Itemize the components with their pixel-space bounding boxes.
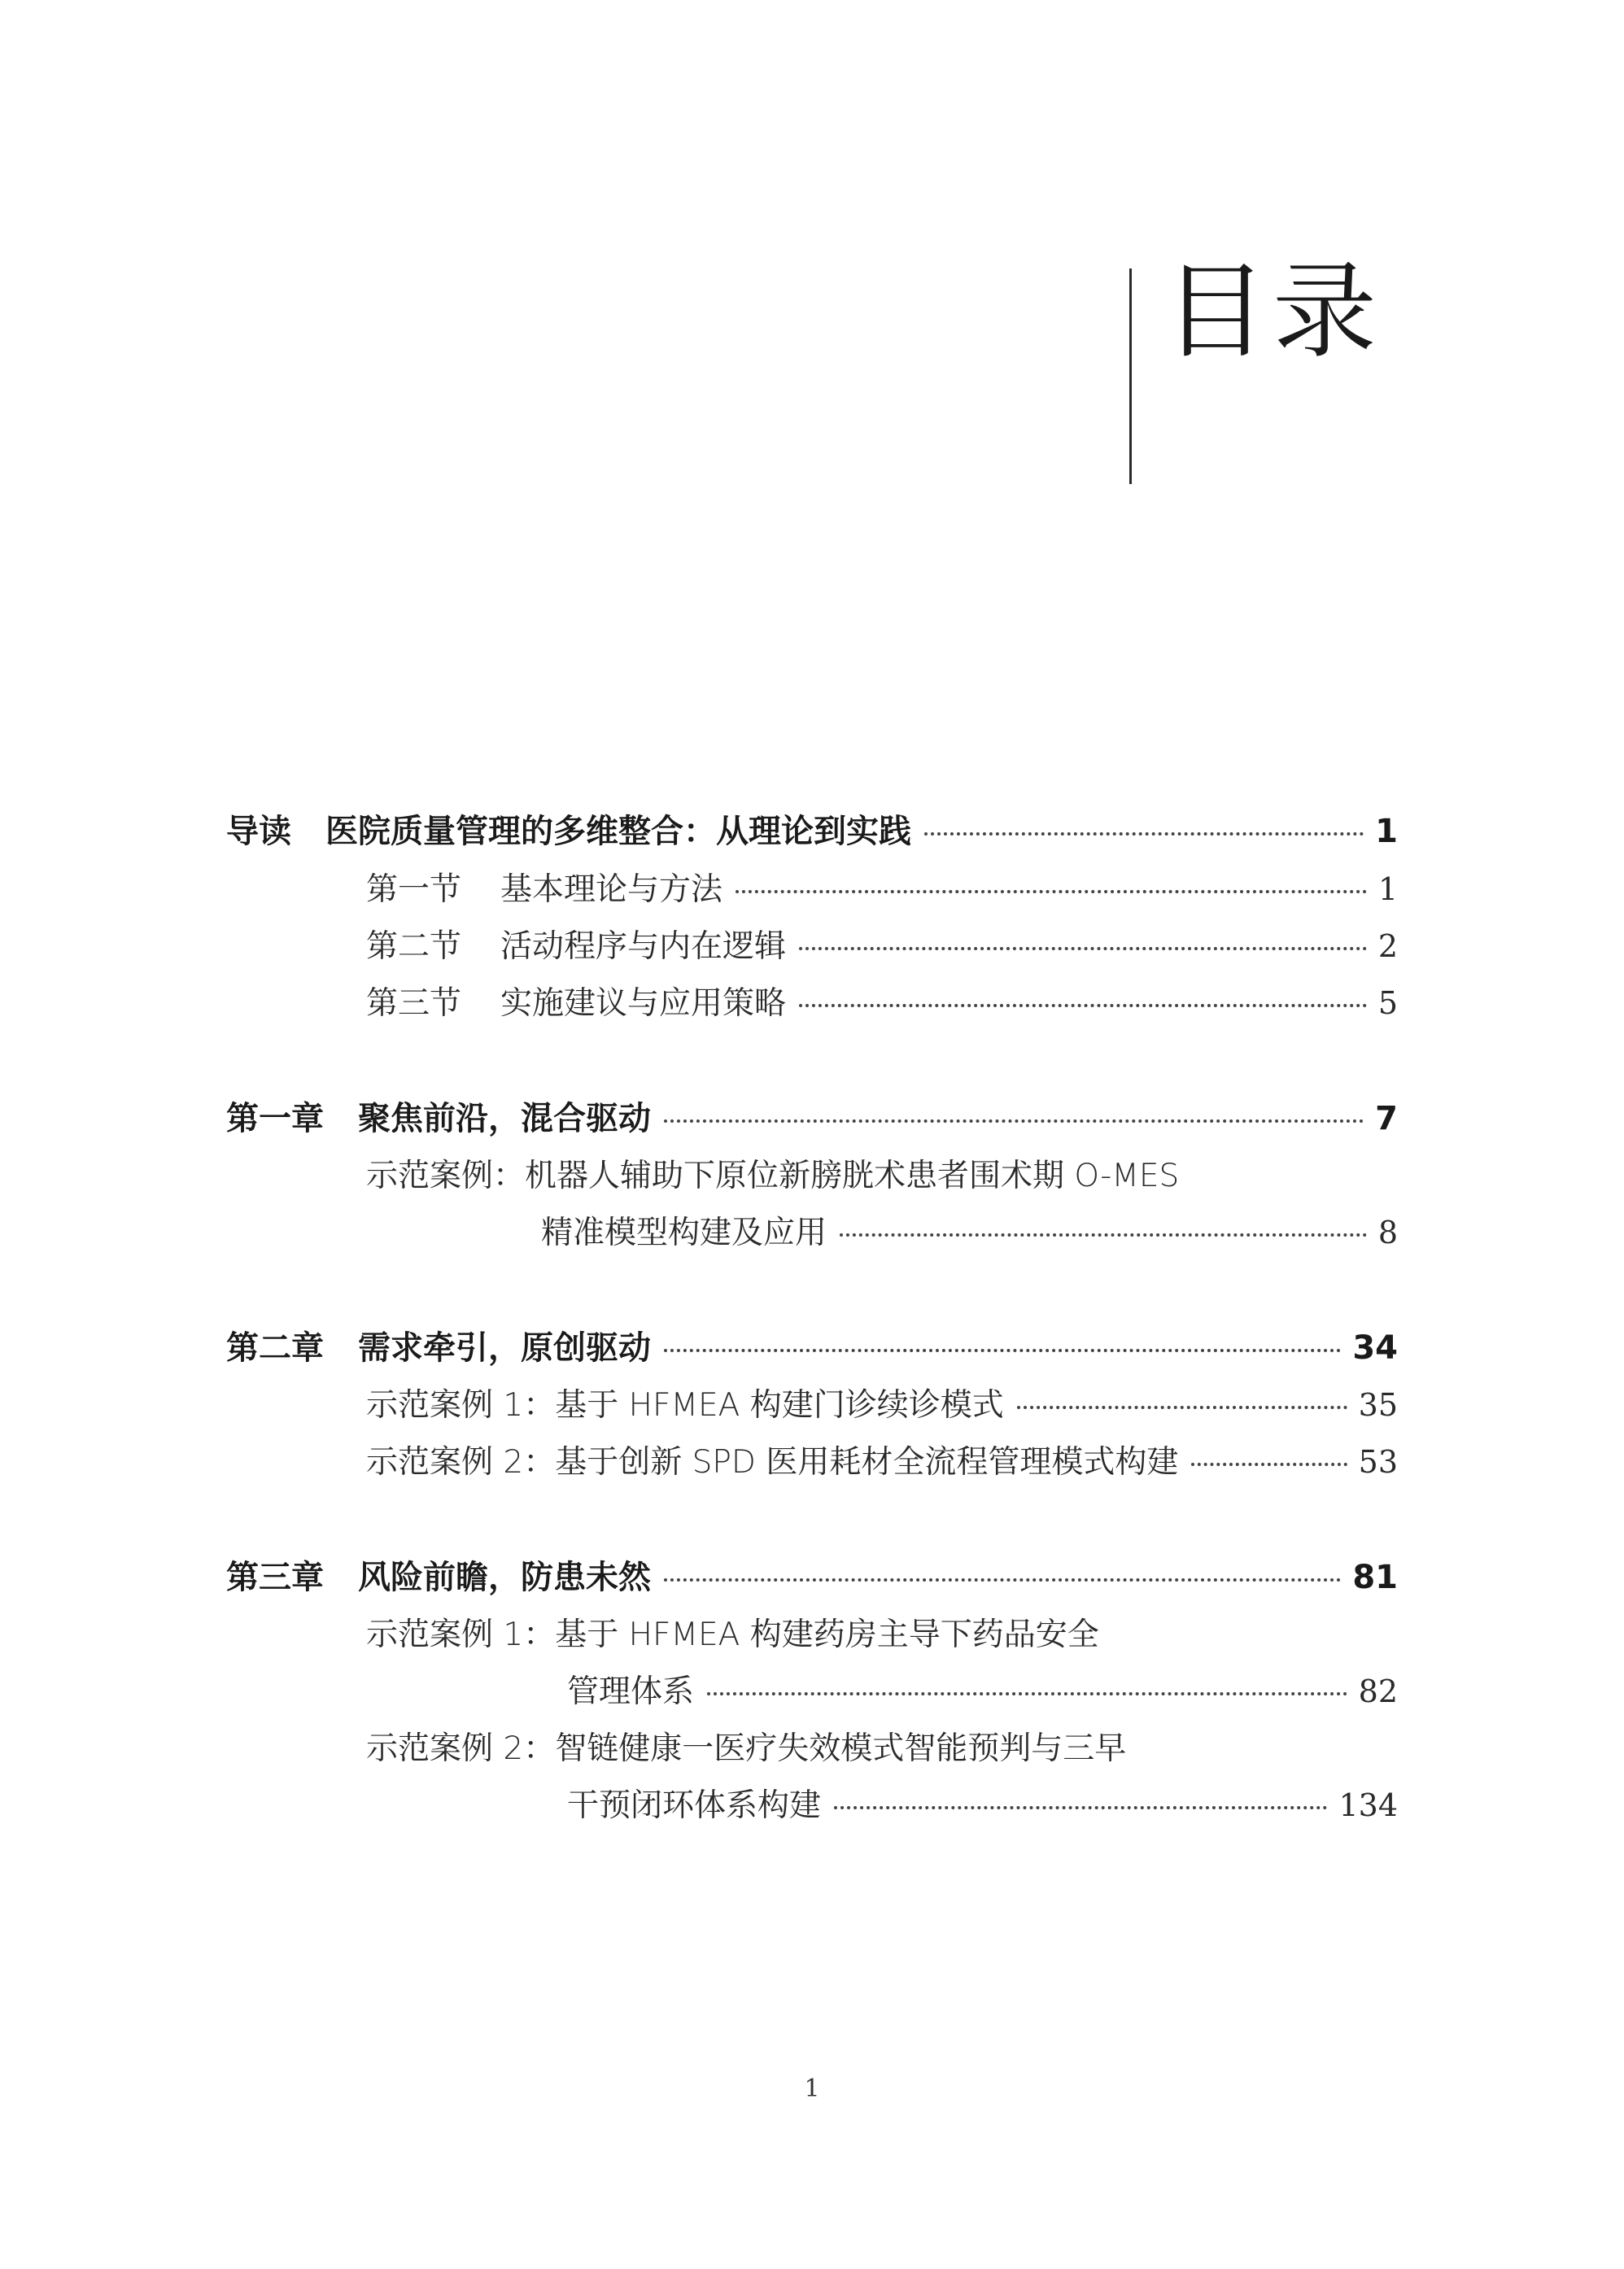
dot-leader	[1017, 1406, 1347, 1409]
toc-section-1[interactable]	[366, 864, 1398, 910]
toc-section-page: 2	[1377, 928, 1398, 964]
toc-case-title-line1: 智链健康一医疗失效模式智能预判与三早	[555, 1730, 1127, 1767]
toc-chapter-label: 第一章	[226, 1100, 324, 1137]
toc-chapter-title: 风险前瞻，防患未然	[358, 1559, 651, 1596]
toc-case-page: 8	[1377, 1215, 1398, 1250]
toc-chapter-1[interactable]	[226, 1093, 1398, 1139]
toc-chapter-page: 7	[1375, 1100, 1398, 1137]
toc-chapter-label: 第三章	[226, 1559, 324, 1596]
toc-case-1-1-line1[interactable]	[366, 1150, 1398, 1196]
dot-leader	[1191, 1463, 1347, 1466]
dot-leader	[664, 1119, 1364, 1123]
toc-entry-title: 医院质量管理的多维整合：从理论到实践	[325, 813, 911, 850]
dot-leader	[736, 890, 1367, 893]
toc-section-title: 实施建议与应用策略	[500, 985, 787, 1022]
title-divider-rule	[1129, 268, 1132, 484]
toc-case-title-line2: 精准模型构建及应用	[541, 1215, 827, 1251]
toc-case-label: 示范案例：	[366, 1158, 526, 1194]
toc-chapter-title: 聚焦前沿，混合驱动	[358, 1100, 651, 1137]
page-number: 1	[804, 2075, 820, 2103]
toc-section-title: 活动程序与内在逻辑	[500, 928, 787, 965]
toc-section-label: 第三节	[366, 985, 462, 1022]
toc-chapter-2[interactable]	[226, 1322, 1398, 1368]
dot-leader	[664, 1578, 1341, 1582]
toc-case-title-line1: 基于 HFMEA 构建药房主导下药品安全	[555, 1617, 1099, 1653]
toc-case-1-1-line2[interactable]	[541, 1207, 1398, 1253]
toc-section-page: 5	[1377, 985, 1398, 1021]
dot-leader	[834, 1806, 1327, 1809]
toc-case-title-line2: 干预闭环体系构建	[567, 1787, 822, 1824]
toc-chapter-page: 34	[1352, 1329, 1398, 1367]
toc-case-page: 82	[1358, 1673, 1398, 1709]
toc-case-page: 53	[1358, 1444, 1398, 1480]
toc-case-title-line1: 机器人辅助下原位新膀胱术患者围术期 O-MES	[525, 1158, 1180, 1194]
toc-case-title: 基于创新 SPD 医用耗材全流程管理模式构建	[555, 1444, 1179, 1481]
toc-chapter-label: 第二章	[226, 1329, 324, 1367]
toc-entry-intro[interactable]	[226, 805, 1398, 852]
toc-case-label: 示范案例 2：	[366, 1730, 556, 1767]
toc-entry-label: 导读	[226, 813, 291, 850]
dot-leader	[707, 1692, 1347, 1695]
toc-case-3-2-line2[interactable]	[567, 1780, 1398, 1826]
toc-case-3-1-line2[interactable]	[567, 1666, 1398, 1712]
toc-case-label: 示范案例 1：	[366, 1617, 556, 1653]
toc-case-2-2[interactable]	[366, 1437, 1398, 1482]
dot-leader	[799, 947, 1367, 950]
toc-case-page: 35	[1358, 1387, 1398, 1423]
dot-leader	[799, 1004, 1367, 1007]
toc-section-2[interactable]	[366, 921, 1398, 967]
toc-case-3-2-line1[interactable]	[366, 1723, 1398, 1769]
toc-case-label: 示范案例 1：	[366, 1387, 556, 1424]
toc-section-label: 第一节	[366, 871, 462, 908]
toc-section-title: 基本理论与方法	[500, 871, 723, 908]
toc-section-3[interactable]	[366, 978, 1398, 1023]
toc-section-page: 1	[1377, 871, 1398, 907]
toc-case-label: 示范案例 2：	[366, 1444, 556, 1481]
dot-leader	[840, 1233, 1367, 1237]
toc-case-title: 基于 HFMEA 构建门诊续诊模式	[555, 1387, 1004, 1424]
toc-chapter-title: 需求牵引，原创驱动	[358, 1329, 651, 1367]
toc-case-title-line2: 管理体系	[567, 1673, 695, 1710]
toc-case-3-1-line1[interactable]	[366, 1609, 1398, 1655]
toc-entry-page: 1	[1375, 813, 1398, 850]
toc-section-label: 第二节	[366, 928, 462, 965]
dot-leader	[924, 832, 1364, 836]
toc-chapter-page: 81	[1352, 1559, 1398, 1596]
toc-chapter-3[interactable]	[226, 1551, 1398, 1598]
toc-case-page: 134	[1338, 1787, 1398, 1823]
toc-case-2-1[interactable]	[366, 1380, 1398, 1425]
page-title: 目录	[1163, 251, 1382, 373]
dot-leader	[664, 1349, 1341, 1352]
